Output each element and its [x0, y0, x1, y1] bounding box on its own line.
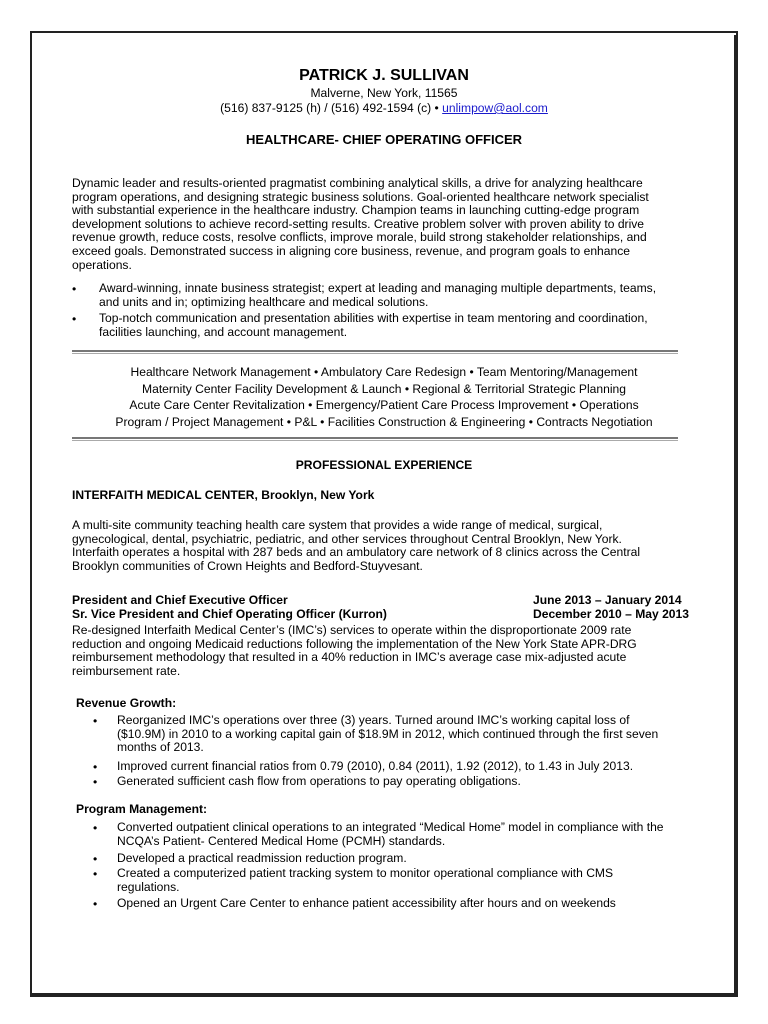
bullet-icon: •: [93, 821, 98, 835]
bullet-icon: •: [93, 852, 98, 866]
address: Malverne, New York, 11565: [310, 86, 458, 100]
summary-line: operations.: [72, 257, 132, 272]
description-line: reimbursement rate.: [72, 663, 181, 678]
item-line: Converted outpatient clinical operations to an integrated “Medical Home” model in compliance with the: [117, 820, 664, 834]
employer-name: INTERFAITH MEDICAL CENTER, Brooklyn, New York: [72, 488, 375, 502]
phone-numbers: (516) 837-9125 (h) / (516) 492-1594 (c) •: [220, 101, 439, 115]
program-management-heading: Program Management:: [76, 802, 208, 816]
bullet-icon: •: [93, 714, 98, 728]
employer-description: [72, 519, 640, 573]
email-link[interactable]: unlimpow@aol.com: [442, 101, 548, 115]
headline: HEALTHCARE- CHIEF OPERATING OFFICER: [245, 132, 523, 147]
divider-bottom: [72, 437, 678, 441]
item-line: Reorganized IMC’s operations over three (3) years. Turned around IMC’s working capital loss of: [117, 713, 630, 727]
description-line: gynecological, dental, psychiatric, pediatric, and other services throughout Central Brooklyn, New York.: [72, 531, 622, 546]
description-line: Re-designed Interfaith Medical Center’s (IMC’s) services to operate within the disproportionate 2009 rate: [72, 623, 632, 637]
summary-line: Dynamic leader and results-oriented pragmatist combining analytical skills, a drive for analyzing healthcare: [72, 176, 643, 190]
contact-line: [0, 102, 768, 116]
candidate-name: PATRICK J. SULLIVAN: [299, 67, 469, 84]
summary-bullet: [99, 312, 696, 339]
bullet-icon: •: [72, 312, 77, 326]
summary-line: with substantial experience in the healthcare industry. Champion teams in launching cutting-edge program: [72, 203, 640, 218]
description-line: A multi-site community teaching health care system that provides a wide range of medical, surgical,: [72, 518, 603, 532]
bullet-icon: •: [93, 897, 98, 911]
skills-line: Program / Project Management • P&L • Facilities Construction & Engineering • Contracts Negotiation: [115, 414, 653, 429]
description-line: Interfaith operates a hospital with 287 beds and an ambulatory care network of 8 clinics across the Central: [72, 545, 641, 560]
bullet-line: Top-notch communication and presentation abilities with expertise in team mentoring and coordination,: [99, 311, 648, 325]
description-line: Brooklyn communities of Crown Heights and Bedford-Stuyvesant.: [72, 558, 423, 573]
description-line: reduction and ongoing Medicaid reductions following the implementation of the New York State APR-DRG: [72, 636, 637, 651]
role-dates: December 2010 – May 2013: [533, 607, 689, 621]
revenue-item: Generated sufficient cash flow from operations to pay operating obligations.: [117, 774, 521, 788]
bullet-line: facilities launching, and account management.: [99, 324, 348, 339]
bullet-icon: •: [93, 760, 98, 774]
section-title: PROFESSIONAL EXPERIENCE: [295, 458, 473, 472]
revenue-item: Improved current financial ratios from 0.79 (2010), 0.84 (2011), 1.92 (2012), to 1.43 in July 2013.: [117, 759, 634, 773]
bullet-icon: •: [93, 775, 98, 789]
summary-line: exceed goals. Demonstrated success in aligning core business, revenue, and program goals to enhance: [72, 243, 630, 258]
program-item: Opened an Urgent Care Center to enhance patient accessibility after hours and on weekends: [117, 896, 616, 910]
role-dates: June 2013 – January 2014: [533, 593, 682, 607]
summary-paragraph: [72, 177, 696, 272]
program-item: Developed a practical readmission reduction program.: [117, 851, 407, 865]
revenue-item: [117, 714, 658, 755]
program-item: [117, 867, 613, 894]
bullet-line: Award-winning, innate business strategist; expert at leading and managing multiple departments, teams,: [99, 281, 657, 295]
page-border-shadow-bottom: [30, 993, 738, 995]
description-line: reimbursement methodology that resulted in a 40% reduction in IMC’s average case mix-adjusted acute: [72, 650, 627, 665]
item-line: ($10.9M) in 2010 to a working capital gain of $18.9M in 2012, which continued through the first seven: [117, 726, 659, 741]
role-description: [72, 624, 637, 678]
skills-line: Maternity Center Facility Development & Launch • Regional & Territorial Strategic Planning: [142, 381, 626, 396]
revenue-growth-heading: Revenue Growth:: [76, 696, 177, 710]
item-line: months of 2013.: [117, 740, 204, 755]
summary-line: revenue growth, reduce costs, resolve conflicts, improve morale, build strong stakeholder relationships, and: [72, 230, 647, 245]
skills-line: Healthcare Network Management • Ambulatory Care Redesign • Team Mentoring/Management: [130, 365, 638, 379]
skills-list: [0, 364, 768, 430]
summary-bullet: [99, 282, 696, 309]
divider-top: [72, 350, 678, 354]
item-line: regulations.: [117, 879, 180, 894]
skills-line: Acute Care Center Revitalization • Emergency/Patient Care Process Improvement • Operations: [129, 398, 639, 412]
bullet-icon: •: [93, 867, 98, 881]
program-item: [117, 821, 664, 848]
role-title: Sr. Vice President and Chief Operating Officer (Kurron): [72, 607, 387, 621]
item-line: Created a computerized patient tracking system to monitor operational compliance with CMS: [117, 866, 614, 880]
bullet-icon: •: [72, 282, 77, 296]
item-line: NCQA’s Patient- Centered Medical Home (PCMH) standards.: [117, 833, 446, 848]
summary-line: program operations, and designing strategic business solutions. Goal-oriented healthcare network specialist: [72, 189, 649, 204]
page-border-shadow-right: [734, 35, 736, 995]
summary-line: development solutions to achieve record-setting results. Creative problem solver with proven ability to drive: [72, 216, 645, 231]
role-title: President and Chief Executive Officer: [72, 593, 288, 607]
bullet-line: and units and in; optimizing healthcare and medical solutions.: [99, 294, 429, 309]
